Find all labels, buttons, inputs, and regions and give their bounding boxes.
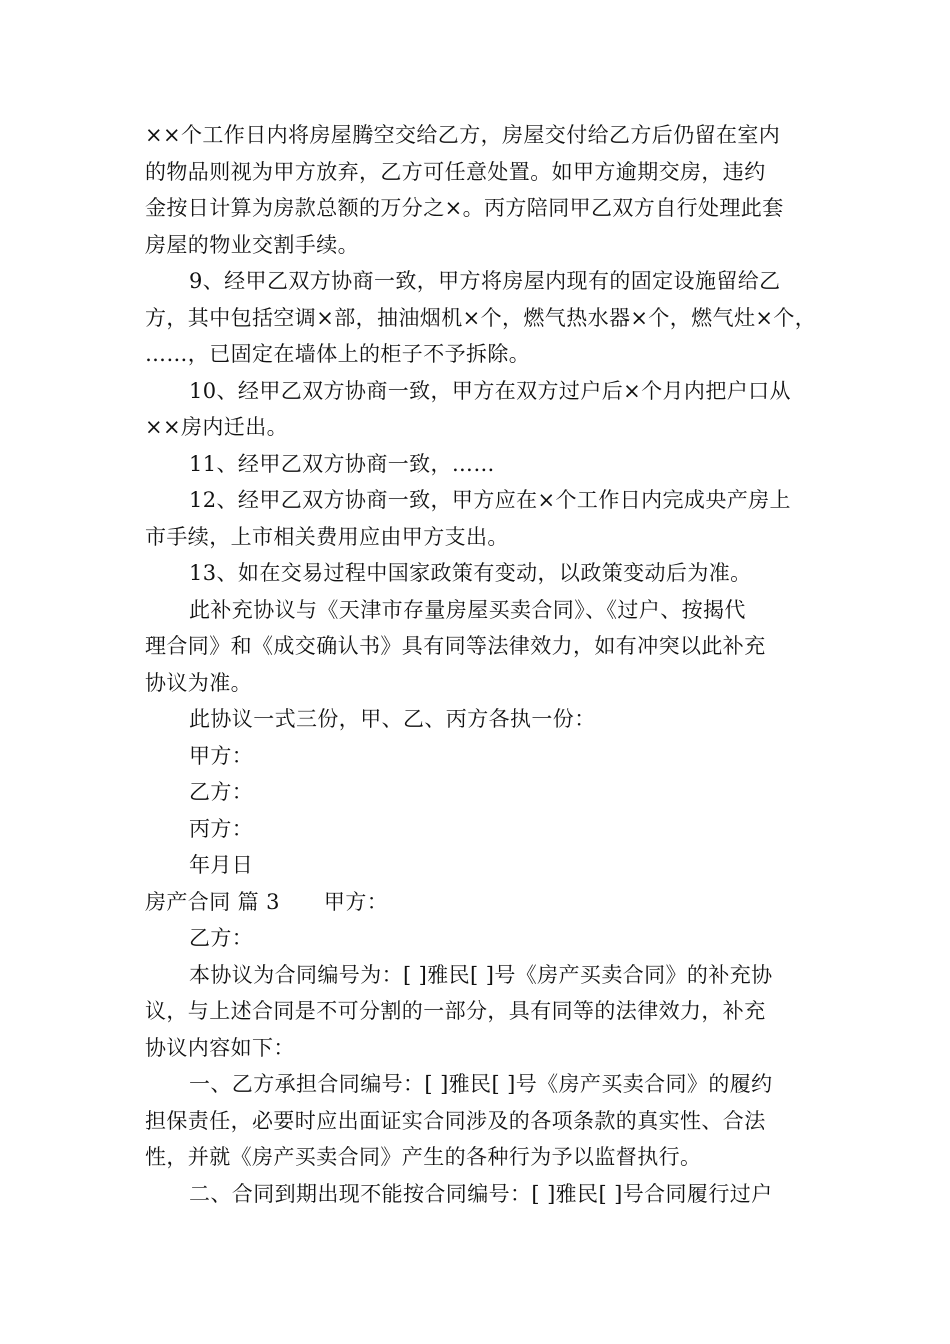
clause-12: 12、经甲乙双方协商一致，甲方应在×个工作日内完成央产房上 — [189, 488, 791, 512]
text-line: ××房内迁出。 — [145, 415, 288, 439]
date-line: 年月日 — [189, 853, 254, 877]
party-a-label: 甲方： — [323, 889, 389, 914]
text-line: ××个工作日内将房屋腾空交给乙方，房屋交付给乙方后仍留在室内 — [145, 123, 781, 147]
text-line: 担保责任，必要时应出面证实合同涉及的各项条款的真实性、合法 — [145, 1108, 766, 1133]
text-line: 性，并就《房产买卖合同》产生的各种行为予以监督执行。 — [145, 1145, 702, 1169]
text-line: 方，其中包括空调×部，抽油烟机×个，燃气热水器×个，燃气灶×个， — [145, 305, 817, 330]
text-line: 协议为准。 — [145, 670, 252, 695]
text-line: 议，与上述合同是不可分割的一部分，具有同等的法律效力，补充 — [145, 999, 766, 1023]
clause-13: 13、如在交易过程中国家政策有变动，以政策变动后为准。 — [189, 561, 752, 585]
party-b-label: 乙方： — [189, 926, 254, 950]
text-line: 市手续，上市相关费用应由甲方支出。 — [145, 524, 509, 549]
text-line: 的物品则视为甲方放弃，乙方可任意处置。如甲方逾期交房，违约 — [145, 159, 766, 184]
clause-10: 10、经甲乙双方协商一致，甲方在双方过户后×个月内把户口从 — [189, 378, 791, 403]
document-page — [145, 117, 815, 1212]
party-c-signature: 丙方： — [189, 816, 254, 841]
section-title: 房产合同 篇 3 — [145, 889, 280, 914]
clause-9: 9、经甲乙双方协商一致，甲方将房屋内现有的固定设施留给乙 — [189, 269, 781, 293]
copies-paragraph: 此协议一式三份，甲、乙、丙方各执一份： — [189, 707, 596, 731]
effect-paragraph: 此补充协议与《天津市存量房屋买卖合同》、《过户、按揭代 — [189, 597, 746, 622]
text-line: ……，已固定在墙体上的柜子不予拆除。 — [145, 342, 531, 366]
section-heading — [145, 884, 815, 921]
party-b-signature: 乙方： — [189, 780, 254, 804]
text-line: 理合同》和《成交确认书》具有同等法律效力，如有冲突以此补充 — [145, 634, 766, 658]
clause-11: 11、经甲乙双方协商一致，…… — [189, 451, 495, 476]
clause-one: 一、乙方承担合同编号：[ ]雅民[ ]号《房产买卖合同》的履约 — [189, 1072, 773, 1096]
intro-paragraph: 本协议为合同编号为：[ ]雅民[ ]号《房产买卖合同》的补充协 — [189, 962, 773, 987]
text-line: 房屋的物业交割手续。 — [145, 232, 359, 257]
text-line: 金按日计算为房款总额的万分之×。丙方陪同甲乙双方自行处理此套 — [145, 196, 784, 220]
party-a-signature: 甲方： — [189, 743, 254, 768]
clause-two: 二、合同到期出现不能按合同编号：[ ]雅民[ ]号合同履行过户 — [189, 1181, 773, 1206]
text-line: 协议内容如下： — [145, 1035, 295, 1060]
